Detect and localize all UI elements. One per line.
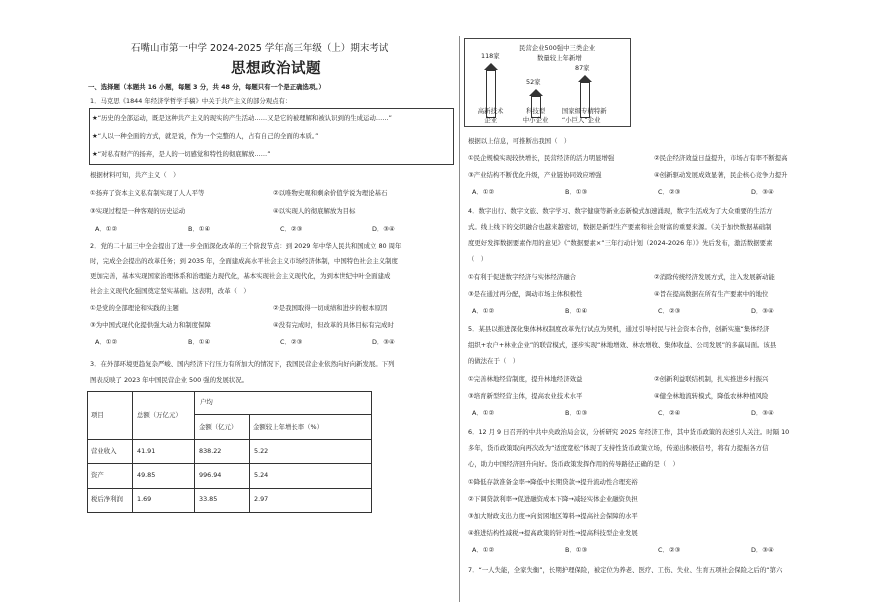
q5-line-2: 组织+农户+林业企业”的联营模式，逐步实现“林地增效、林农增收、集体收益、公司发展”的多赢局面。该县 (468, 341, 777, 349)
q5-option-3: ③培育新型经营主体，提高农业技术水平 (468, 392, 583, 400)
table-row-2-growth: 5.24 (254, 471, 269, 479)
q2-line-3: 更加完善，基本实现国家治理体系和治理能力现代化，基本实现社会主义现代化，为到本世纪中叶全面建成 (90, 272, 391, 280)
chart-title: 民营企业500强中三类企业 (519, 44, 596, 52)
q3-option-2: ②民企经济效益日益提升，市场占有率不断提高 (654, 154, 788, 162)
q3-answer-a: A．①② (472, 188, 495, 196)
table-row-2-label: 资产 (91, 471, 104, 479)
q2-answer-d: D．③④ (372, 338, 395, 346)
q2-answer-c: C．②③ (280, 338, 303, 346)
q5-answer-d: D．③④ (751, 409, 774, 417)
q3-answer-b: B．①③ (565, 188, 588, 196)
q6-answer-c: C．②③ (658, 546, 681, 554)
q2-answer-a: A．①② (95, 338, 118, 346)
table-row-2-total: 49.85 (137, 471, 156, 479)
q3-ask: 根据以上信息，可推断出我国（ ） (468, 137, 571, 145)
q6-option-2: ②下调贷款利率→促进融资成本下降→减轻实体企业融资负担 (468, 495, 638, 503)
chart-category-label-3-2: “小巨人”企业 (561, 116, 601, 124)
q5-option-2: ②创新利益联结机制，扎实推进乡村振兴 (654, 375, 769, 383)
chart-category-label-1-1: 高新技术 (477, 107, 504, 115)
q2-answer-b: B．①④ (188, 338, 211, 346)
chart-category-label-3-1: 国家级专精特新 (561, 107, 607, 115)
q4-answer-d: D．③④ (751, 307, 774, 315)
q1-answer-a: A．①② (95, 225, 118, 233)
q3-line-2: 图表反映了 2023 年中国民营企业 500 强的发展状况。 (90, 376, 249, 384)
chart-arrow-head-2 (529, 89, 543, 96)
q2-option-4: ④没有完成时，但改革的具体目标有完成时 (273, 321, 394, 329)
q4-option-3: ③是在通过再分配，调动市场主体积极性 (468, 290, 583, 298)
table-row-3-total: 1.69 (137, 495, 152, 503)
q1-option-2: ②以唯物史观和剩余价值学说为理论基石 (273, 189, 388, 197)
column-divider (459, 36, 460, 602)
q3-option-3: ③产业结构不断优化升级，产业链协同效应增强 (468, 171, 602, 179)
table-row-1-label: 营业收入 (91, 447, 117, 455)
table-row-3-label: 税后净利润 (91, 495, 123, 503)
q4-option-2: ②消除传统经济发展方式，注入发展新动能 (654, 273, 775, 281)
table-header-growth: 金额较上年增长率（%） (253, 423, 323, 431)
q5-answer-a: A．①② (472, 409, 495, 417)
quote-1: ★“历史的全部运动，既是这种共产主义的现实的产生活动……又是它的被理解和被认识到的生成运动……” (92, 114, 392, 122)
chart-category-label-1-2: 企业 (484, 116, 498, 124)
q4-line-2: 式。线上线下的交织融合也越来越密切，数据是新型生产要素和社会财富的重要来源。《关于加快数据基础制 (468, 223, 772, 231)
q3-line-1: 3．在外部环境更趋复杂严峻、国内经济下行压力有所加大的情况下，我国民营企业依然向好向新发展。下列 (90, 360, 395, 368)
table-row-3-growth: 2.97 (254, 495, 269, 503)
q1-answer-b: B．①④ (188, 225, 211, 233)
table-group-header: 户均 (200, 398, 213, 406)
q6-line-1: 6．12 月 9 日召开的中共中央政治局会议，分析研究 2025 年经济工作，其中货币政策的表述引人关注。时隔 10 (468, 428, 790, 436)
chart-arrow-head-3 (578, 75, 592, 82)
q6-option-3: ③加大财政支出力度→向贫困地区筹料→提高社会保障的水平 (468, 512, 638, 520)
q5-line-1: 5．某县以推进深化集体林权制度改革先行试点为契机，通过引导村民与社会资本合作，创新实施“集体经济 (468, 325, 770, 333)
table-row-1-growth: 5.22 (254, 447, 269, 455)
q6-answer-d: D．③④ (751, 546, 774, 554)
table-row-3-amount: 33.85 (199, 495, 218, 503)
q2-option-1: ①是党的全部理论和实践的主题 (90, 304, 179, 312)
q2-line-2: 时，完成全会提出的改革任务；到 2035 年，全面建成高水平社会主义市场经济体制，中国特色社会主义制度 (90, 257, 398, 265)
q4-option-1: ①有利于促进数字经济与实体经济融合 (468, 273, 576, 281)
q5-answer-c: C．②④ (658, 409, 681, 417)
q2-line-4: 社会主义现代化强国奠定坚实基础。这表明，改革（ ） (90, 287, 250, 295)
chart-category-label-2-1: 科技型 (526, 107, 546, 115)
q6-answer-b: B．①③ (565, 546, 588, 554)
subject-title: 思想政治试题 (231, 61, 321, 77)
q1-answer-c: C．②③ (280, 225, 303, 233)
q6-answer-a: A．①② (472, 546, 495, 554)
q3-option-1: ①民企规模实现较快增长，民营经济的活力明显增强 (468, 154, 615, 162)
q4-line-3: 度更好发挥数据要素作用的意见》《“数据要素×”三年行动计划（2024-2026 年）》先后发布，激活数据要素 (468, 239, 773, 247)
q5-option-1: ①完善林地经营制度，提升林地经济效益 (468, 375, 583, 383)
q6-option-4: ④推进结构性减税→提高政策的针对性→提高科技型企业发展 (468, 529, 638, 537)
chart-arrow-head-1 (484, 63, 498, 70)
table-row-1-total: 41.91 (137, 447, 156, 455)
q1-option-1: ①扬弃了资本主义私有制实现了人人平等 (90, 189, 205, 197)
q1-option-3: ③实现过程是一种客观的历史运动 (90, 207, 186, 215)
chart-value-label-2: 52家 (526, 78, 541, 86)
section-header: 一、选择题（本题共 16 小题，每题 3 分，共 48 分，每题只有一个是正确选项。） (88, 83, 325, 91)
q4-answer-a: A．①② (472, 307, 495, 315)
q1-option-4: ④以实现人的彻底解放为目标 (273, 207, 356, 215)
quote-3: ★“对私有财产的扬弃，是人的一切感觉和特性的彻底解放……” (92, 150, 271, 158)
q6-line-2: 多年，货币政策取向再次改为“适度宽松”体现了支持性货币政策立场，传递出积极信号，将有力提振各方信 (468, 444, 769, 452)
q6-line-3: 心，助力中国经济回升向好。货币政策发挥作用的传导路径正确的是（ ） (468, 460, 679, 468)
table-header-amount: 金额（亿元） (199, 423, 238, 431)
q3-answer-d: D．③④ (751, 188, 774, 196)
q5-line-3: 的做法在于（ ） (468, 357, 520, 365)
q2-line-1: 2．党的二十届三中全会提出了进一步全面深化改革的三个阶段节点：到 2029 年中华人民共和国成立 80 周年 (90, 242, 402, 250)
q4-line-4: （ ） (468, 255, 488, 263)
q4-answer-b: B．①④ (565, 307, 588, 315)
table-header-item: 项目 (91, 411, 104, 419)
q3-answer-c: C．②③ (658, 188, 681, 196)
q7-line: 7．“一人失能，全家失衡”，长期护理保险，被定位为养老、医疗、工伤、失业、生育五项社会保险之后的“第六 (468, 566, 783, 574)
q4-option-4: ④旨在提高数据在所有生产要素中的地位 (654, 290, 769, 298)
chart-subtitle: 数量较上年新增 (537, 54, 582, 62)
chart-value-label-1: 118家 (481, 52, 500, 60)
table-header-total: 总额（万亿元） (137, 411, 182, 419)
exam-title: 石嘴山市第一中学 2024-2025 学年高三年级（上）期末考试 (131, 43, 389, 54)
table-row-1-amount: 838.22 (199, 447, 222, 455)
q2-option-3: ③为中国式现代化提供强大动力和制度保障 (90, 321, 211, 329)
q3-option-4: ④创新驱动发展成效显著，民企核心竞争力提升 (654, 171, 788, 179)
q1-stem: 1．马克思《1844 年经济学哲学手稿》中关于共产主义的部分观点有： (90, 97, 292, 105)
table-row-2-amount: 996.94 (199, 471, 222, 479)
q6-option-1: ①降低存款准备金率→降低中长期贷款→提升流动性合理充裕 (468, 478, 638, 486)
q4-answer-c: C．②③ (658, 307, 681, 315)
chart-category-label-2-2: 中小企业 (522, 116, 549, 124)
q2-option-2: ②是我国取得一切成绩和进步的根本原因 (273, 304, 388, 312)
q1-answer-d: D．③④ (372, 225, 395, 233)
quote-2: ★“人以一种全面的方式，就是说，作为一个完整的人，占有自己的全面的本质。” (92, 132, 319, 140)
q5-option-4: ④健全林地流转模式，降低农林种植风险 (654, 392, 769, 400)
q1-ask: 根据材料可知，共产主义（ ） (90, 171, 180, 179)
chart-value-label-3: 87家 (575, 64, 590, 72)
q5-answer-b: B．①③ (565, 409, 588, 417)
q4-line-1: 4．数字出行、数字文旅、数字学习、数字健康等新业态新模式加速涌现，数字生活成为了大众重要的生活方 (468, 207, 773, 215)
